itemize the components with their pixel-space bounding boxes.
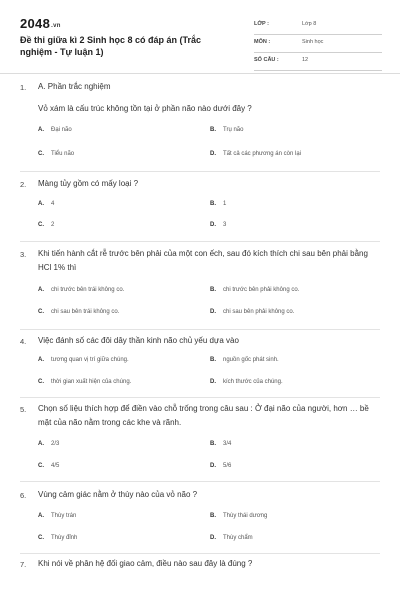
option-letter: A.	[38, 513, 44, 519]
option-text: chi trước bên phải không co.	[223, 287, 300, 293]
meta-value: 12	[302, 57, 309, 63]
option-text: Trụ não	[223, 127, 244, 133]
option-letter: B.	[210, 357, 216, 363]
option-letter: C.	[38, 535, 44, 541]
option-letter: A.	[38, 441, 44, 447]
option-text: Thùy đỉnh	[51, 535, 78, 541]
question-number: 5.	[20, 405, 27, 414]
option-letter: C.	[38, 379, 44, 385]
question-list	[20, 74, 380, 594]
option-letter: B.	[210, 127, 216, 133]
question-item	[20, 242, 380, 330]
question-text: Chọn số liệu thích hợp để điền vào chỗ trống trong câu sau : Ở đại não của người, hơn … bề mặt của não nằm trong các khe và rãnh.	[38, 404, 369, 427]
option-letter: B.	[210, 201, 216, 207]
meta-label: SỐ CÂU :	[254, 57, 279, 63]
option-letter: D.	[210, 379, 216, 385]
option-letter: B.	[210, 287, 216, 293]
question-text: Vùng cảm giác nằm ở thùy nào của vỏ não ?	[38, 490, 198, 499]
question-item	[20, 482, 380, 554]
option-text: 3	[223, 222, 227, 228]
question-item	[20, 554, 380, 594]
option-letter: B.	[210, 441, 216, 447]
question-item	[20, 330, 380, 398]
option-text: Đại não	[51, 127, 72, 133]
question-item	[20, 74, 380, 172]
option-text: nguồn gốc phát sinh.	[223, 357, 279, 363]
option-letter: B.	[210, 513, 216, 519]
meta-label: LỚP :	[254, 21, 269, 27]
question-number: 6.	[20, 491, 27, 500]
section-heading: A. Phần trắc nghiệm	[38, 82, 111, 91]
option-text: 1	[223, 201, 227, 207]
meta-row-question-count	[254, 54, 382, 71]
option-letter: C.	[38, 222, 44, 228]
option-text: Tiểu não	[51, 151, 75, 157]
option-letter: A.	[38, 287, 44, 293]
meta-row-subject	[254, 36, 382, 53]
question-number: 2.	[20, 180, 27, 189]
option-letter: D.	[210, 222, 216, 228]
question-text: Màng tủy gồm có mấy loại ?	[38, 179, 139, 188]
option-letter: D.	[210, 151, 216, 157]
option-letter: A.	[38, 127, 44, 133]
option-letter: C.	[38, 463, 44, 469]
option-text: tương quan vị trí giữa chúng.	[51, 357, 129, 363]
option-text: thời gian xuất hiện của chúng.	[51, 379, 132, 385]
option-text: Tất cả các phương án còn lại	[223, 151, 301, 157]
question-text: Khi tiến hành cắt rễ trước bên phải của một con ếch, sau đó kích thích chi sau bên phải bằng HCl 1% thì	[38, 249, 368, 272]
option-text: 2	[51, 222, 55, 228]
logo-suffix: .vn	[51, 23, 61, 29]
meta-value: Lớp 8	[302, 21, 317, 27]
meta-value: Sinh học	[302, 39, 324, 45]
question-number: 1.	[20, 83, 27, 92]
option-letter: D.	[210, 309, 216, 315]
option-text: Thùy chẩm	[223, 535, 253, 541]
option-letter: D.	[210, 463, 216, 469]
option-text: 5/6	[223, 463, 232, 469]
question-item	[20, 172, 380, 242]
meta-label: MÔN :	[254, 39, 271, 45]
question-text: Vỏ xám là cấu trúc không tồn tại ở phần não nào dưới đây ?	[38, 104, 252, 113]
option-text: 2/3	[51, 441, 60, 447]
option-text: chi sau bên phải không co.	[223, 309, 295, 315]
option-letter: A.	[38, 201, 44, 207]
document-meta	[254, 18, 382, 72]
question-number: 3.	[20, 250, 27, 259]
option-text: 4/5	[51, 463, 60, 469]
option-text: chi sau bên trái không co.	[51, 309, 120, 315]
option-text: 4	[51, 201, 55, 207]
logo-text: 2048	[20, 16, 51, 31]
question-number: 4.	[20, 337, 27, 346]
page-header	[20, 10, 380, 72]
question-text: Khi nói về phân hệ đối giao cảm, điều nào sau đây là đúng ?	[38, 559, 253, 568]
question-item	[20, 398, 380, 482]
option-letter: D.	[210, 535, 216, 541]
option-text: 3/4	[223, 441, 232, 447]
question-number: 7.	[20, 560, 27, 569]
option-letter: C.	[38, 309, 44, 315]
option-text: Thùy thái dương	[223, 513, 268, 519]
meta-row-class	[254, 18, 382, 35]
option-text: Thùy trán	[51, 513, 77, 519]
document-title: Đề thi giữa kì 2 Sinh học 8 có đáp án (Trắc nghiệm - Tự luận 1)	[20, 35, 202, 57]
option-letter: C.	[38, 151, 44, 157]
question-text: Việc đánh số các đôi dây thần kinh não chủ yếu dựa vào	[38, 336, 239, 345]
option-text: kích thước của chúng.	[223, 379, 283, 385]
site-logo[interactable]	[20, 16, 61, 31]
option-letter: A.	[38, 357, 44, 363]
option-text: chi trước bên trái không co.	[51, 287, 125, 293]
